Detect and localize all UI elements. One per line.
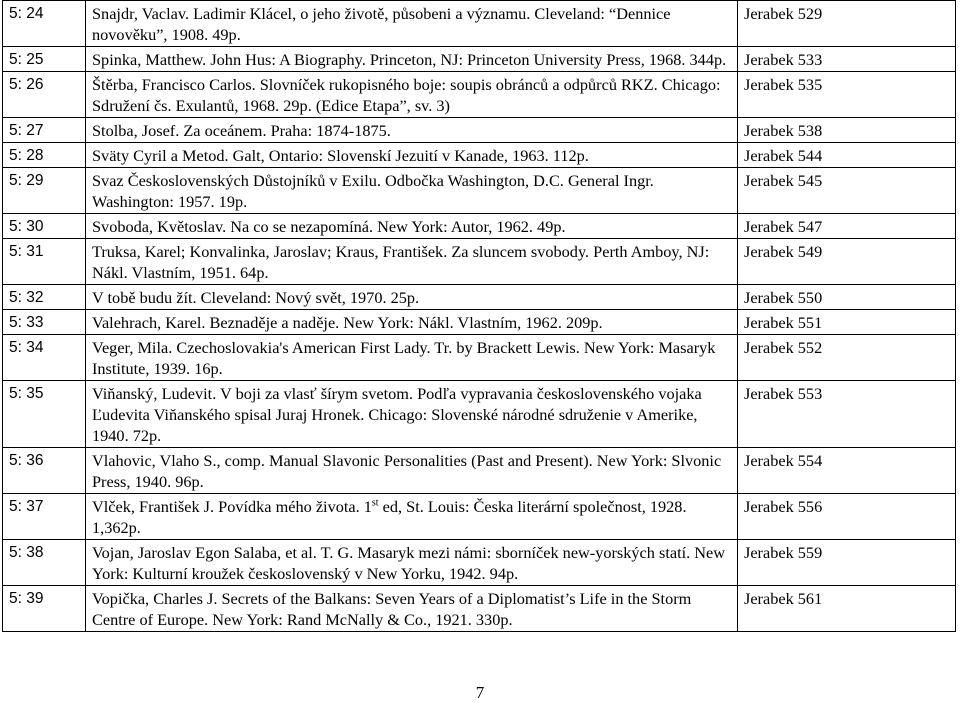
- entry-citation: [86, 494, 738, 540]
- entry-citation: Svaz Československých Důstojníků v Exilu. Odbočka Washington, D.C. General Ingr. Washington: 1957. 19p.: [86, 168, 738, 214]
- entry-location: Jerabek 533: [738, 47, 956, 72]
- entry-citation: Veger, Mila. Czechoslovakia's American First Lady. Tr. by Brackett Lewis. New York: Masaryk Institute, 1939. 16p.: [86, 335, 738, 381]
- entry-location: Jerabek 556: [738, 494, 956, 540]
- entry-location: Jerabek 549: [738, 239, 956, 285]
- entry-citation: V tobě budu žít. Cleveland: Nový svět, 1970. 25p.: [86, 285, 738, 310]
- entry-location: Jerabek 552: [738, 335, 956, 381]
- entry-number: 5: 24: [3, 1, 86, 47]
- table-row: [3, 586, 956, 632]
- entry-number: 5: 39: [3, 586, 86, 632]
- entry-citation: Snajdr, Vaclav. Ladimir Klácel, o jeho životě, působeni a významu. Cleveland: “Dennice novověku”, 1908. 49p.: [86, 1, 738, 47]
- entry-number: 5: 37: [3, 494, 86, 540]
- entry-location: Jerabek 559: [738, 540, 956, 586]
- table-row: [3, 310, 956, 335]
- table-row: [3, 335, 956, 381]
- citation-text: ed, St. Louis: Česka literární společnost, 1928. 1,362p.: [92, 497, 687, 537]
- entry-citation: Spinka, Matthew. John Hus: A Biography. Princeton, NJ: Princeton University Press, 1968. 344p.: [86, 47, 738, 72]
- table-row: [3, 72, 956, 118]
- entry-citation: Svoboda, Květoslav. Na co se nezapomíná. New York: Autor, 1962. 49p.: [86, 214, 738, 239]
- entry-citation: Sväty Cyril a Metod. Galt, Ontario: Slovenskí Jezuití v Kanade, 1963. 112p.: [86, 143, 738, 168]
- entry-number: 5: 27: [3, 118, 86, 143]
- entry-location: Jerabek 529: [738, 1, 956, 47]
- entry-citation: Vopička, Charles J. Secrets of the Balkans: Seven Years of a Diplomatist’s Life in the Storm Centre of Europe. New York: Rand McNally & Co., 1921. 330p.: [86, 586, 738, 632]
- table-row: [3, 494, 956, 540]
- entry-citation: Valehrach, Karel. Beznaděje a naděje. New York: Nákl. Vlastním, 1962. 209p.: [86, 310, 738, 335]
- entry-number: 5: 35: [3, 381, 86, 448]
- entry-number: 5: 28: [3, 143, 86, 168]
- entry-location: Jerabek 545: [738, 168, 956, 214]
- table-row: [3, 47, 956, 72]
- entry-number: 5: 34: [3, 335, 86, 381]
- table-row: [3, 239, 956, 285]
- table-row: [3, 214, 956, 239]
- entry-location: Jerabek 561: [738, 586, 956, 632]
- entry-citation: Truksa, Karel; Konvalinka, Jaroslav; Kraus, František. Za sluncem svobody. Perth Amboy, NJ: Nákl. Vlastním, 1951. 64p.: [86, 239, 738, 285]
- table-row: [3, 118, 956, 143]
- entry-number: 5: 38: [3, 540, 86, 586]
- ordinal-superscript: st: [371, 497, 379, 509]
- entry-location: Jerabek 547: [738, 214, 956, 239]
- entry-number: 5: 33: [3, 310, 86, 335]
- table-row: [3, 285, 956, 310]
- entry-citation: Vojan, Jaroslav Egon Salaba, et al. T. G. Masaryk mezi námi: sborníček new-yorských statí. New York: Kulturní kroužek československý v New Yorku, 1942. 94p.: [86, 540, 738, 586]
- table-row: [3, 168, 956, 214]
- entry-number: 5: 25: [3, 47, 86, 72]
- entry-number: 5: 29: [3, 168, 86, 214]
- entry-location: Jerabek 553: [738, 381, 956, 448]
- entry-citation: Štěrba, Francisco Carlos. Slovníček rukopisného boje: soupis obránců a odpůrců RKZ. Chicago: Sdružení čs. Exulantů, 1968. 29p. (Edice Etapa”, sv. 3): [86, 72, 738, 118]
- table-row: [3, 143, 956, 168]
- entry-location: Jerabek 544: [738, 143, 956, 168]
- entry-number: 5: 30: [3, 214, 86, 239]
- entry-citation: Vlahovic, Vlaho S., comp. Manual Slavonic Personalities (Past and Present). New York: Slvonic Press, 1940. 96p.: [86, 448, 738, 494]
- citation-text: Vlček, František J. Povídka mého života. 1: [92, 497, 372, 516]
- entry-number: 5: 31: [3, 239, 86, 285]
- entry-number: 5: 26: [3, 72, 86, 118]
- entry-location: Jerabek 554: [738, 448, 956, 494]
- table-row: [3, 381, 956, 448]
- bibliography-table: [2, 0, 956, 632]
- entry-location: Jerabek 538: [738, 118, 956, 143]
- entry-number: 5: 32: [3, 285, 86, 310]
- entry-number: 5: 36: [3, 448, 86, 494]
- page-number: 7: [475, 683, 485, 702]
- table-row: [3, 448, 956, 494]
- entry-location: Jerabek 551: [738, 310, 956, 335]
- entry-location: Jerabek 550: [738, 285, 956, 310]
- entry-citation: Stolba, Josef. Za oceánem. Praha: 1874-1875.: [86, 118, 738, 143]
- entry-citation: Viňanský, Ludevit. V boji za vlasť šírym svetom. Podľa vypravania československého vojaka Ľudevita Viňanského spisal Juraj Hronek. Chicago: Slovenské národné sdruženie v Amerike, 1940. 72p.: [86, 381, 738, 448]
- table-row: [3, 540, 956, 586]
- entry-location: Jerabek 535: [738, 72, 956, 118]
- table-row: [3, 1, 956, 47]
